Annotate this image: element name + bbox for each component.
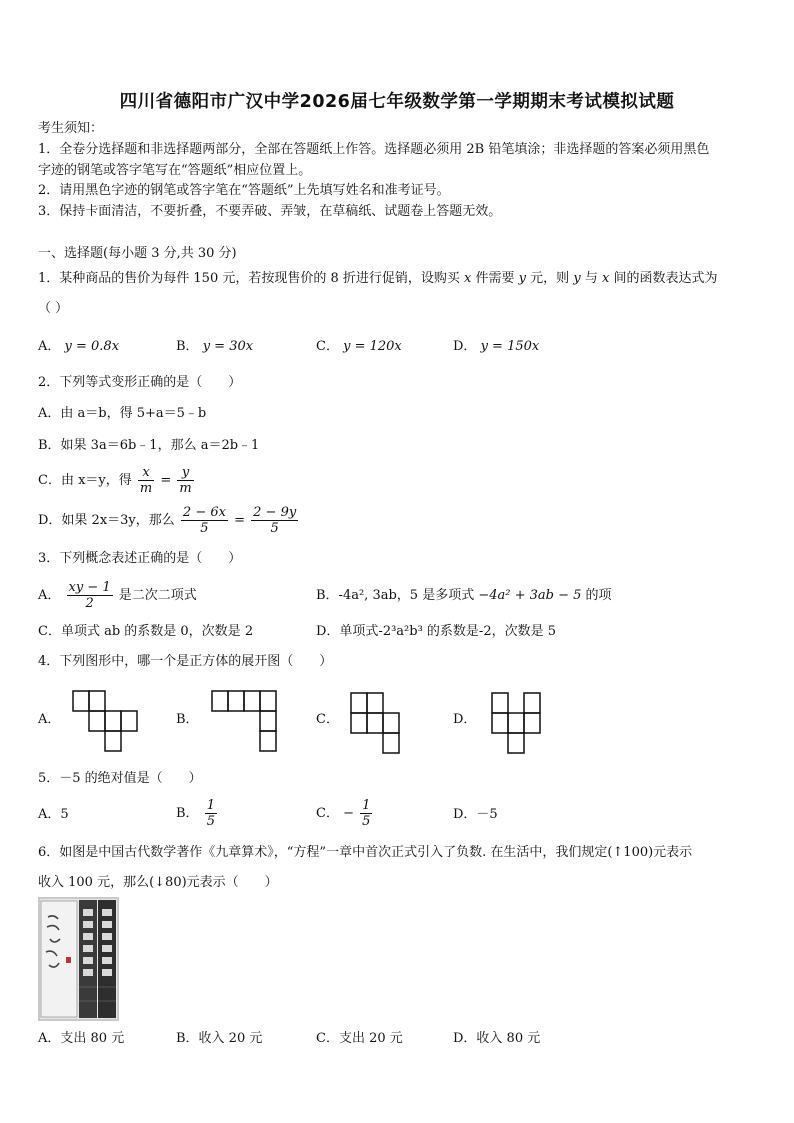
q1-stem-part-a: 1．某种商品的售价为每件 150 元，若按现售价的 8 折进行促销，设购买 [38, 271, 460, 286]
q1-option-b [176, 338, 253, 356]
question-3-stem: 3．下列概念表述正确的是（ ） [38, 551, 242, 566]
q1-var-y: y [518, 271, 527, 286]
q1-option-a-expr: y = 0.8x [64, 339, 120, 354]
fraction-denominator: 2 [85, 596, 94, 611]
fraction-numerator: 2 − 6x [182, 505, 226, 520]
fraction-numerator: xy − 1 [68, 580, 111, 595]
q6-option-a: A．支出 80 元 [38, 1031, 125, 1046]
question-5-stem: 5．－5 的绝对值是（ ） [38, 771, 202, 786]
q2-option-d-fraction-1 [181, 505, 228, 536]
q3-option-b [316, 587, 612, 605]
q4-option-a-label: A． [38, 712, 61, 727]
q4-option-c-label: C． [316, 712, 339, 727]
notice-item-2: 2．请用黑色字迹的钢笔或答字笔在“答题纸”上先填写姓名和准考证号。 [38, 183, 450, 198]
q4-option-b-label: B． [176, 712, 199, 727]
q1-option-d-expr: y = 150x [480, 339, 540, 354]
q1-stem-part-d: 与 [584, 271, 598, 286]
question-1-stem [38, 270, 717, 288]
q4-option-c-net-diagram [350, 692, 404, 756]
fraction-denominator: m [139, 481, 153, 496]
question-6-stem-line-1: 6．如图是中国古代数学著作《九章算术》，“方程”一章中首次正式引入了负数. 在生活中，我们规定(↑100)元表示 [38, 845, 693, 860]
q5-option-c-fraction [360, 798, 372, 829]
fraction-denominator: 5 [200, 521, 209, 536]
q1-option-d [453, 338, 539, 356]
q3-option-a-text: 是二次二项式 [118, 588, 197, 603]
q2-option-c [38, 464, 196, 498]
section-heading: 一、选择题(每小题 3 分,共 30 分) [38, 246, 237, 261]
q2-option-c-fraction-2 [177, 465, 193, 496]
q2-option-c-prefix: C．由 x＝y，得 [38, 473, 132, 488]
fraction-numerator: 1 [206, 798, 215, 813]
q1-var-y-2: y [573, 271, 581, 286]
q2-option-d-prefix: D．如果 2x＝3y，那么 [38, 513, 175, 528]
notice-item-1-line-1: 1．全卷分选择题和非选择题两部分，全部在答题纸上作答。选择题必须用 2B 铅笔填涂；非选择题的答案必须用黑色 [38, 142, 710, 157]
q2-option-d-fraction-2 [251, 505, 298, 536]
q3-option-b-suffix: 的项 [585, 588, 612, 603]
notice-item-3: 3．保持卡面清洁，不要折叠，不要弄破、弄皱，在草稿纸、试题卷上答题无效。 [38, 204, 502, 219]
equals-sign: = [234, 513, 245, 528]
fraction-numerator: 1 [362, 798, 371, 813]
q4-option-d-label: D． [453, 712, 477, 727]
q2-option-c-fraction-1 [138, 465, 154, 496]
q3-option-c: C．单项式 ab 的系数是 0，次数是 2 [38, 624, 254, 639]
question-4-stem: 4．下列图形中，哪一个是正方体的展开图（ ） [38, 654, 333, 669]
jiuzhang-suanshu-book-photo [38, 897, 119, 1021]
q1-option-a-label: A． [38, 339, 61, 354]
q2-option-d [38, 504, 300, 538]
q5-option-b-fraction [205, 798, 217, 829]
page-title: 四川省德阳市广汉中学2026届七年级数学第一学期期末考试模拟试题 [119, 92, 675, 112]
q6-option-b: B．收入 20 元 [176, 1031, 263, 1046]
q5-option-a: A．5 [38, 807, 69, 822]
notice-heading: 考生须知： [38, 121, 104, 136]
q1-stem-part-e: 间的函数表达式为 [613, 271, 718, 286]
q5-option-b-label: B． [176, 806, 199, 821]
q3-option-d: D．单项式-2³a²b³ 的系数是-2，次数是 5 [316, 624, 556, 639]
q5-option-d: D．－5 [453, 807, 498, 822]
q1-paren: （ ） [38, 301, 69, 316]
q1-option-c-label: C． [316, 339, 339, 354]
q2-option-a: A．由 a＝b，得 5+a＝5﹣b [38, 406, 207, 421]
fraction-denominator: 5 [362, 814, 371, 829]
q4-option-d-net-diagram [491, 692, 545, 756]
question-2-stem: 2．下列等式变形正确的是（ ） [38, 375, 242, 390]
q6-option-d: D．收入 80 元 [453, 1031, 541, 1046]
q3-option-a-label: A． [38, 588, 61, 603]
q1-var-x: x [464, 271, 472, 286]
q1-var-x-2: x [601, 271, 610, 286]
fraction-denominator: 5 [206, 814, 215, 829]
q5-option-c-sign: − [343, 806, 354, 821]
q1-option-b-expr: y = 30x [202, 339, 254, 354]
q5-option-b [176, 796, 219, 832]
q3-option-b-text: B．-4a², 3ab，5 是多项式 [316, 588, 475, 603]
q1-option-b-label: B． [176, 339, 199, 354]
fraction-numerator: x [138, 465, 154, 481]
q1-option-d-label: D． [453, 339, 477, 354]
q4-option-b-net-diagram [211, 690, 279, 754]
q3-option-b-math: −4a² + 3ab − 5 [478, 588, 582, 603]
q2-option-b: B．如果 3a＝6b﹣1，那么 a＝2b﹣1 [38, 438, 260, 453]
q1-option-c-expr: y = 120x [343, 339, 402, 354]
q3-option-a [38, 578, 197, 614]
q5-option-c [316, 796, 374, 832]
q1-stem-part-c: 元，则 [530, 271, 570, 286]
q3-option-a-fraction [67, 580, 113, 611]
q1-option-c [316, 338, 402, 356]
fraction-numerator: y [177, 465, 193, 481]
question-6-stem-line-2: 收入 100 元，那么(↓80)元表示（ ） [38, 875, 278, 890]
equals-sign: = [160, 473, 172, 488]
fraction-denominator: 5 [270, 521, 279, 536]
fraction-denominator: m [179, 481, 192, 496]
q5-option-c-label: C． [316, 806, 339, 821]
q1-option-a [38, 338, 119, 356]
q1-stem-part-b: 件需要 [475, 271, 515, 286]
notice-item-1-line-2: 字迹的钢笔或答字笔写在“答题纸”相应位置上。 [38, 163, 312, 178]
q6-option-c: C．支出 20 元 [316, 1031, 403, 1046]
fraction-numerator: 2 − 9y [253, 505, 297, 520]
q4-option-a-net-diagram [72, 690, 140, 752]
